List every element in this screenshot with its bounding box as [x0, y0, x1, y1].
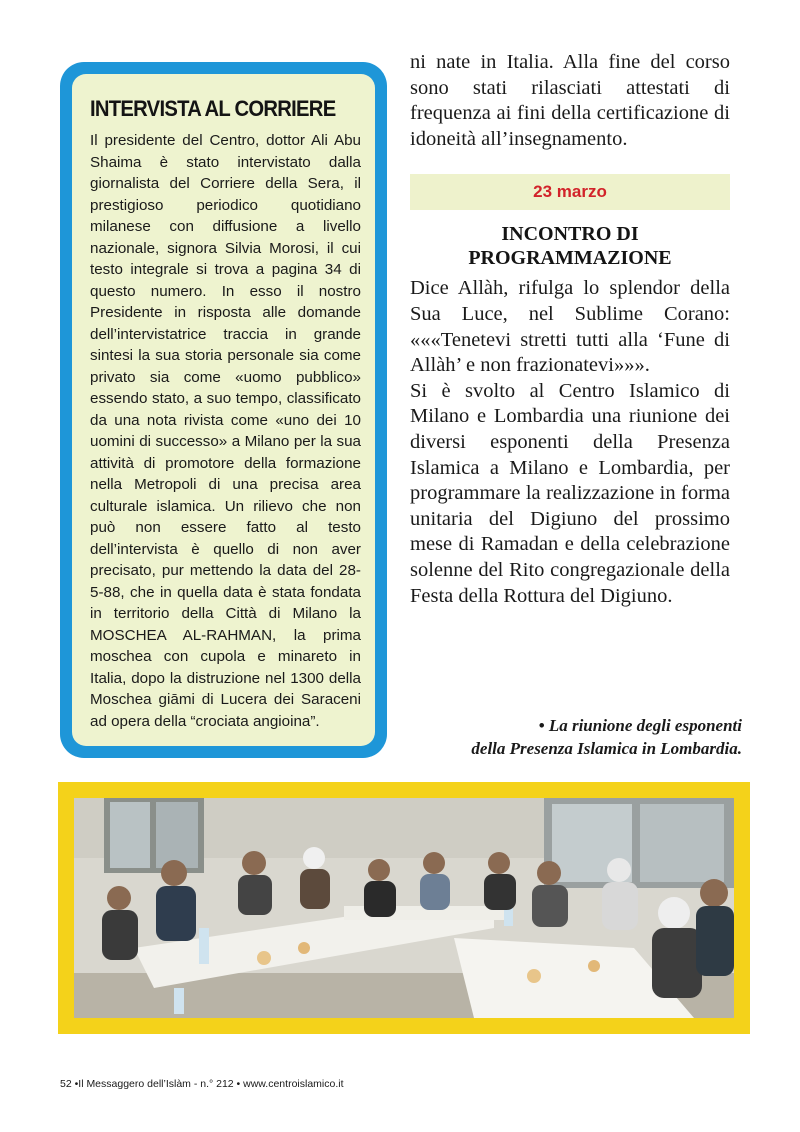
caption-line2: della Presenza Islamica in Lombardia.: [471, 739, 742, 758]
meeting-photo: [74, 798, 734, 1018]
page-footer: 52 •Il Messaggero dell’Islàm - n.° 212 • www.centroislamico.it: [60, 1078, 344, 1090]
meeting-photo-illustration: [74, 798, 734, 1018]
section-title-line2: PROGRAMMAZIONE: [468, 247, 672, 270]
quran-paragraph: Dice Allàh, rifulga lo splendor della Sua Luce, nel Sublime Corano: «««Tenetevi stretti tutti alla ‘Fune di Allàh’ e non frazionatevi»»».: [410, 277, 730, 377]
right-column: [410, 50, 730, 609]
caption-line1: • La riunione degli esponenti: [538, 716, 742, 735]
section-title: [410, 222, 730, 270]
photo-frame: [58, 782, 750, 1034]
interview-box-content: [72, 74, 375, 746]
interview-text: Il presidente del Centro, dottor Ali Abu Shaima è stato intervistato dalla giornalista del Corriere della Sera, il prestigioso periodico quotidiano milanese con diffusione a livello nazionale, signora Silvia Morosi, il cui testo integrale si trova a pagina 34 di questo numero. In esso il nostro Presidente in risposta alle domande dell’intervistatrice traccia in grande sintesi la sua storia personale sia come privato sia come «uomo pubblico» essendo stato, a suo tempo, classificato da una nota rivista come «uno dei 10 uomini di successo» a Milano per la sua attività di promotore della formazione nella Metropoli di una precisa area culturale islamica. Un rilievo che non può non essere fatto al testo dell’intervista è quello di non aver precisato, pur mettendo la data del 28-5-88, che in quella data è stata fondata in territorio della Città di Milano la MOSCHEA AL-RAHMAN, la prima moschea con cupola e minareto in Italia, dopo la distruzione nel 1300 della Moschea giāmi di Lucera dei Saraceni ad opera della “crociata angioina”.: [90, 132, 361, 730]
intro-paragraph: ni nate in Italia. Alla fine del corso sono stati rilasciati attestati di frequenza ai fini della certificazione di idoneità all’insegnamento.: [410, 51, 730, 150]
meeting-paragraph: Si è svolto al Centro Islamico di Milano e Lombardia una riunione dei diversi esponenti della Presenza Islamica a Milano e Lombardia, per programmare la realizzazione in forma unitaria del Digiuno del prossimo mese di Ramadan e della celebrazione solenne del Rito congregazionale della Festa della Rottura del Digiuno.: [410, 379, 730, 607]
interview-box: [60, 62, 387, 758]
date-bar: [410, 174, 730, 210]
interview-title: INTERVISTA AL CORRIERE: [90, 96, 336, 121]
photo-caption: [471, 714, 742, 760]
date-label: 23 marzo: [533, 182, 607, 202]
section-title-line1: INCONTRO DI: [501, 223, 639, 246]
